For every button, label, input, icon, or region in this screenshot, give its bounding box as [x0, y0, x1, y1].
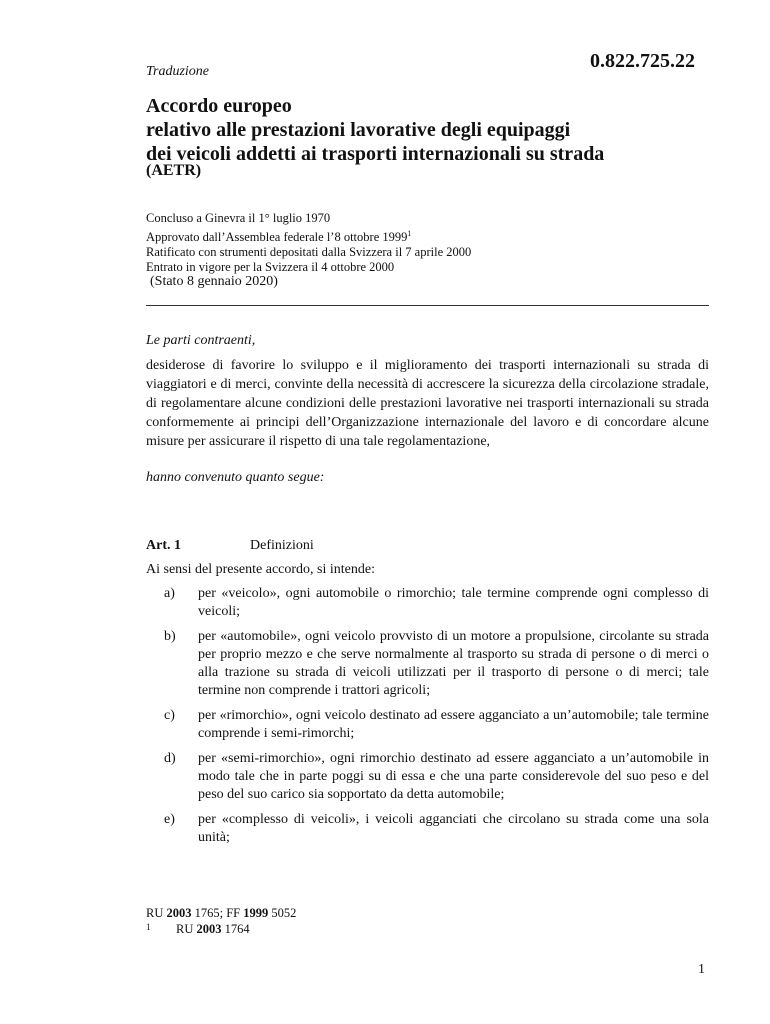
- ratified-line: Ratificato con strumenti depositati dalla Svizzera il 7 aprile 2000: [146, 245, 472, 260]
- ru-page: 1765; FF: [191, 906, 244, 920]
- article-title: Definizioni: [250, 538, 314, 553]
- item-text: per «semi-rimorchio», ogni rimorchio destinato ad essere agganciato a un’automobile in modo tale che in parte poggi su di essa e che una parte considerevole del suo peso e del peso del suo carico sia sopportato da detta automobile;: [198, 751, 709, 802]
- title-line: relativo alle prestazioni lavorative degli equipaggi: [146, 119, 571, 141]
- title-line: dei veicoli addetti ai trasporti internazionali su strada: [146, 143, 605, 165]
- agreed-clause: hanno convenuto quanto segue:: [146, 470, 325, 485]
- source-prefix: RU: [146, 906, 167, 920]
- header-divider: [146, 305, 709, 306]
- footnote-1: [146, 922, 250, 937]
- item-letter: e): [164, 812, 175, 827]
- concluded-line: Concluso a Ginevra il 1° luglio 1970: [146, 211, 331, 225]
- document-metadata: [146, 211, 706, 275]
- article-number: Art. 1: [146, 538, 181, 553]
- state-date: (Stato 8 gennaio 2020): [150, 274, 278, 289]
- footnote-number: 1: [146, 922, 151, 932]
- sr-number: 0.822.725.22: [590, 50, 695, 72]
- document-title: [146, 94, 726, 166]
- list-item: [146, 628, 709, 700]
- title-line: Accordo europeo: [146, 95, 292, 117]
- article-intro: Ai sensi del presente accordo, si intende:: [146, 562, 375, 577]
- article-heading: [146, 538, 709, 554]
- ff-page: 5052: [268, 906, 297, 920]
- contracting-parties: Le parti contraenti,: [146, 333, 256, 348]
- list-item: [146, 585, 709, 621]
- ff-year: 1999: [243, 906, 269, 920]
- ru-year: 2003: [166, 906, 192, 920]
- title-abbreviation: (AETR): [146, 162, 202, 179]
- in-force-line: Entrato in vigore per la Svizzera il 4 ottobre 2000: [146, 260, 395, 275]
- list-item: [146, 750, 709, 804]
- item-text: per «complesso di veicoli», i veicoli agganciati che circolano su strada come una sola unità;: [198, 812, 709, 845]
- item-letter: a): [164, 586, 175, 601]
- fn-page: 1764: [221, 922, 250, 936]
- approved-text: Approvato dall’Assemblea federale l’8 ottobre 1999: [146, 230, 408, 245]
- fn-year: 2003: [196, 922, 222, 936]
- fn-prefix: RU: [176, 922, 197, 936]
- item-letter: d): [164, 751, 176, 766]
- list-item: [146, 707, 709, 743]
- page-number: 1: [698, 962, 705, 977]
- preamble-text: desiderose di favorire lo sviluppo e il miglioramento dei trasporti internazionali su strada di viaggiatori e di merci, convinte della necessità di accrescere la sicurezza della circolazione stradale, di regolamentare alcune condizioni delle prestazioni lavorative nei trasporti internazionali su strada conformemente ai principi dell’Organizzazione internazionale del lavoro e di concordare alcune misure per assicurare il rispetto di una tale regolamentazione,: [146, 358, 709, 449]
- footnote-ref[interactable]: 1: [407, 229, 412, 238]
- approved-line: [146, 226, 706, 245]
- item-letter: b): [164, 629, 176, 644]
- source-footnote: [146, 906, 296, 921]
- definitions-list: [146, 585, 709, 854]
- item-letter: c): [164, 708, 175, 723]
- list-item: [146, 811, 709, 847]
- item-text: per «rimorchio», ogni veicolo destinato ad essere agganciato a un’automobile; tale termine comprende i semi-rimorchi;: [198, 708, 709, 741]
- item-text: per «automobile», ogni veicolo provvisto di un motore a propulsione, circolante su strada per proprio mezzo e che serve normalmente al trasporto su strada di persone o di merci o alla trazione su strada di veicoli utilizzati per il trasporto di persone o di merci; tale termine non comprende i trattori agricoli;: [198, 629, 709, 698]
- translation-label: Traduzione: [146, 64, 210, 79]
- item-text: per «veicolo», ogni automobile o rimorchio; tale termine comprende ogni complesso di veicoli;: [198, 586, 709, 619]
